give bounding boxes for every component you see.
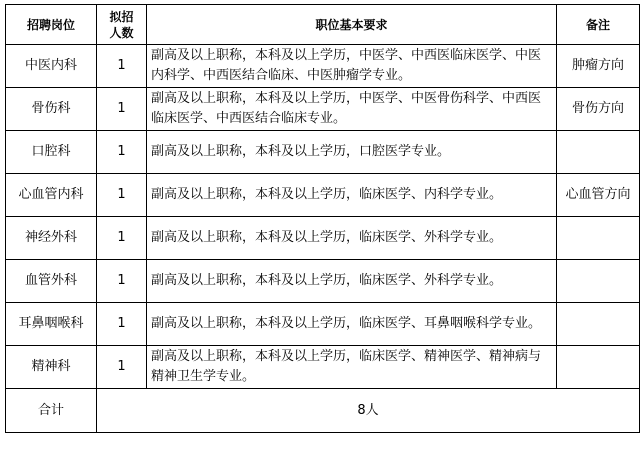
table-row (6, 260, 640, 303)
requirements-cell: 副高及以上职称，本科及以上学历，临床医学、外科学专业。 (147, 260, 557, 303)
dept-cell: 心血管内科 (6, 174, 97, 217)
header-notes: 备注 (557, 5, 640, 45)
count-cell: 1 (97, 174, 147, 217)
count-cell: 1 (97, 346, 147, 389)
table-row (6, 303, 640, 346)
note-cell (557, 346, 640, 389)
requirements-cell: 副高及以上职称，本科及以上学历，临床医学、内科学专业。 (147, 174, 557, 217)
count-cell: 1 (97, 131, 147, 174)
header-position: 招聘岗位 (6, 5, 97, 45)
table-row (6, 217, 640, 260)
header-count: 拟招人数 (97, 5, 147, 45)
requirements-cell: 副高及以上职称，本科及以上学历，中医学、中西医临床医学、中医内科学、中西医结合临床、中医肿瘤学专业。 (147, 45, 557, 88)
count-cell: 1 (97, 260, 147, 303)
count-cell: 1 (97, 303, 147, 346)
table-row (6, 45, 640, 88)
table-row (6, 174, 640, 217)
total-value: 8人 (97, 389, 640, 433)
dept-cell: 神经外科 (6, 217, 97, 260)
table-row (6, 346, 640, 389)
note-cell: 骨伤方向 (557, 88, 640, 131)
total-label: 合计 (6, 389, 97, 433)
dept-cell: 口腔科 (6, 131, 97, 174)
requirements-cell: 副高及以上职称，本科及以上学历，临床医学、外科学专业。 (147, 217, 557, 260)
count-cell: 1 (97, 88, 147, 131)
note-cell (557, 217, 640, 260)
note-cell (557, 131, 640, 174)
requirements-cell: 副高及以上职称，本科及以上学历，临床医学、精神医学、精神病与精神卫生学专业。 (147, 346, 557, 389)
total-row (6, 389, 640, 433)
dept-cell: 精神科 (6, 346, 97, 389)
requirements-cell: 副高及以上职称，本科及以上学历，口腔医学专业。 (147, 131, 557, 174)
count-cell: 1 (97, 217, 147, 260)
count-cell: 1 (97, 45, 147, 88)
note-cell (557, 260, 640, 303)
note-cell: 心血管方向 (557, 174, 640, 217)
note-cell: 肿瘤方向 (557, 45, 640, 88)
dept-cell: 耳鼻咽喉科 (6, 303, 97, 346)
table-row (6, 88, 640, 131)
dept-cell: 血管外科 (6, 260, 97, 303)
dept-cell: 骨伤科 (6, 88, 97, 131)
requirements-cell: 副高及以上职称，本科及以上学历，临床医学、耳鼻咽喉科学专业。 (147, 303, 557, 346)
note-cell (557, 303, 640, 346)
header-requirements: 职位基本要求 (147, 5, 557, 45)
table-row (6, 131, 640, 174)
dept-cell: 中医内科 (6, 45, 97, 88)
header-row (6, 5, 640, 45)
recruitment-table (5, 4, 640, 433)
requirements-cell: 副高及以上职称，本科及以上学历，中医学、中医骨伤科学、中西医临床医学、中西医结合临床专业。 (147, 88, 557, 131)
